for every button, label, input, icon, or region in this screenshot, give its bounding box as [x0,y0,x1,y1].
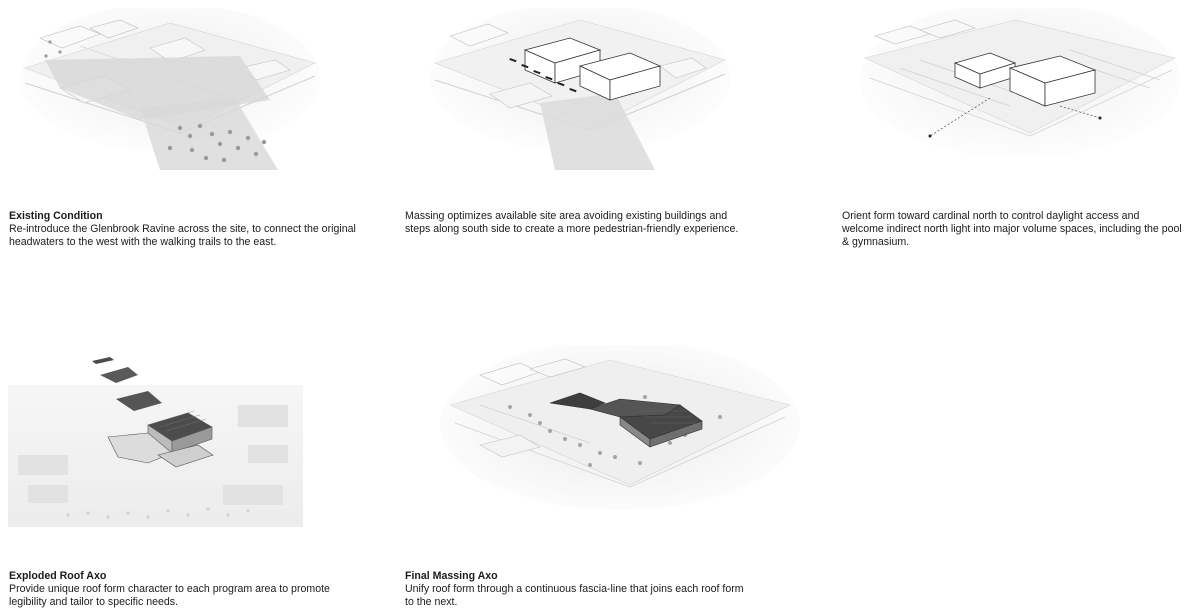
caption-final-massing [405,570,755,609]
existing-condition-axo [20,8,320,178]
orientation-axo [860,8,1180,178]
caption-body: Provide unique roof form character to each program area to promote legibility and tailor to specific needs. [9,583,330,608]
caption-existing-condition [9,210,379,249]
caption-orientation [842,210,1182,249]
caption-title: Final Massing Axo [405,570,498,582]
caption-body: Unify roof form through a continuous fascia-line that joins each roof form to the next. [405,583,744,608]
caption-exploded-roof [9,570,354,609]
caption-body: Orient form toward cardinal north to control daylight access and welcome indirect north light into major volume spaces, including the pool & gymnasium. [842,210,1182,248]
caption-massing [405,210,750,236]
final-massing-axo [440,345,800,520]
caption-body: Massing optimizes available site area avoiding existing buildings and steps along south side to create a more pedestrian-friendly experience. [405,210,739,235]
caption-body: Re-introduce the Glenbrook Ravine across the site, to connect the original headwaters to the west with the walking trails to the east. [9,223,356,248]
caption-title: Existing Condition [9,210,103,222]
caption-title: Exploded Roof Axo [9,570,107,582]
massing-axo [430,8,730,178]
exploded-roof-axo [8,345,308,530]
